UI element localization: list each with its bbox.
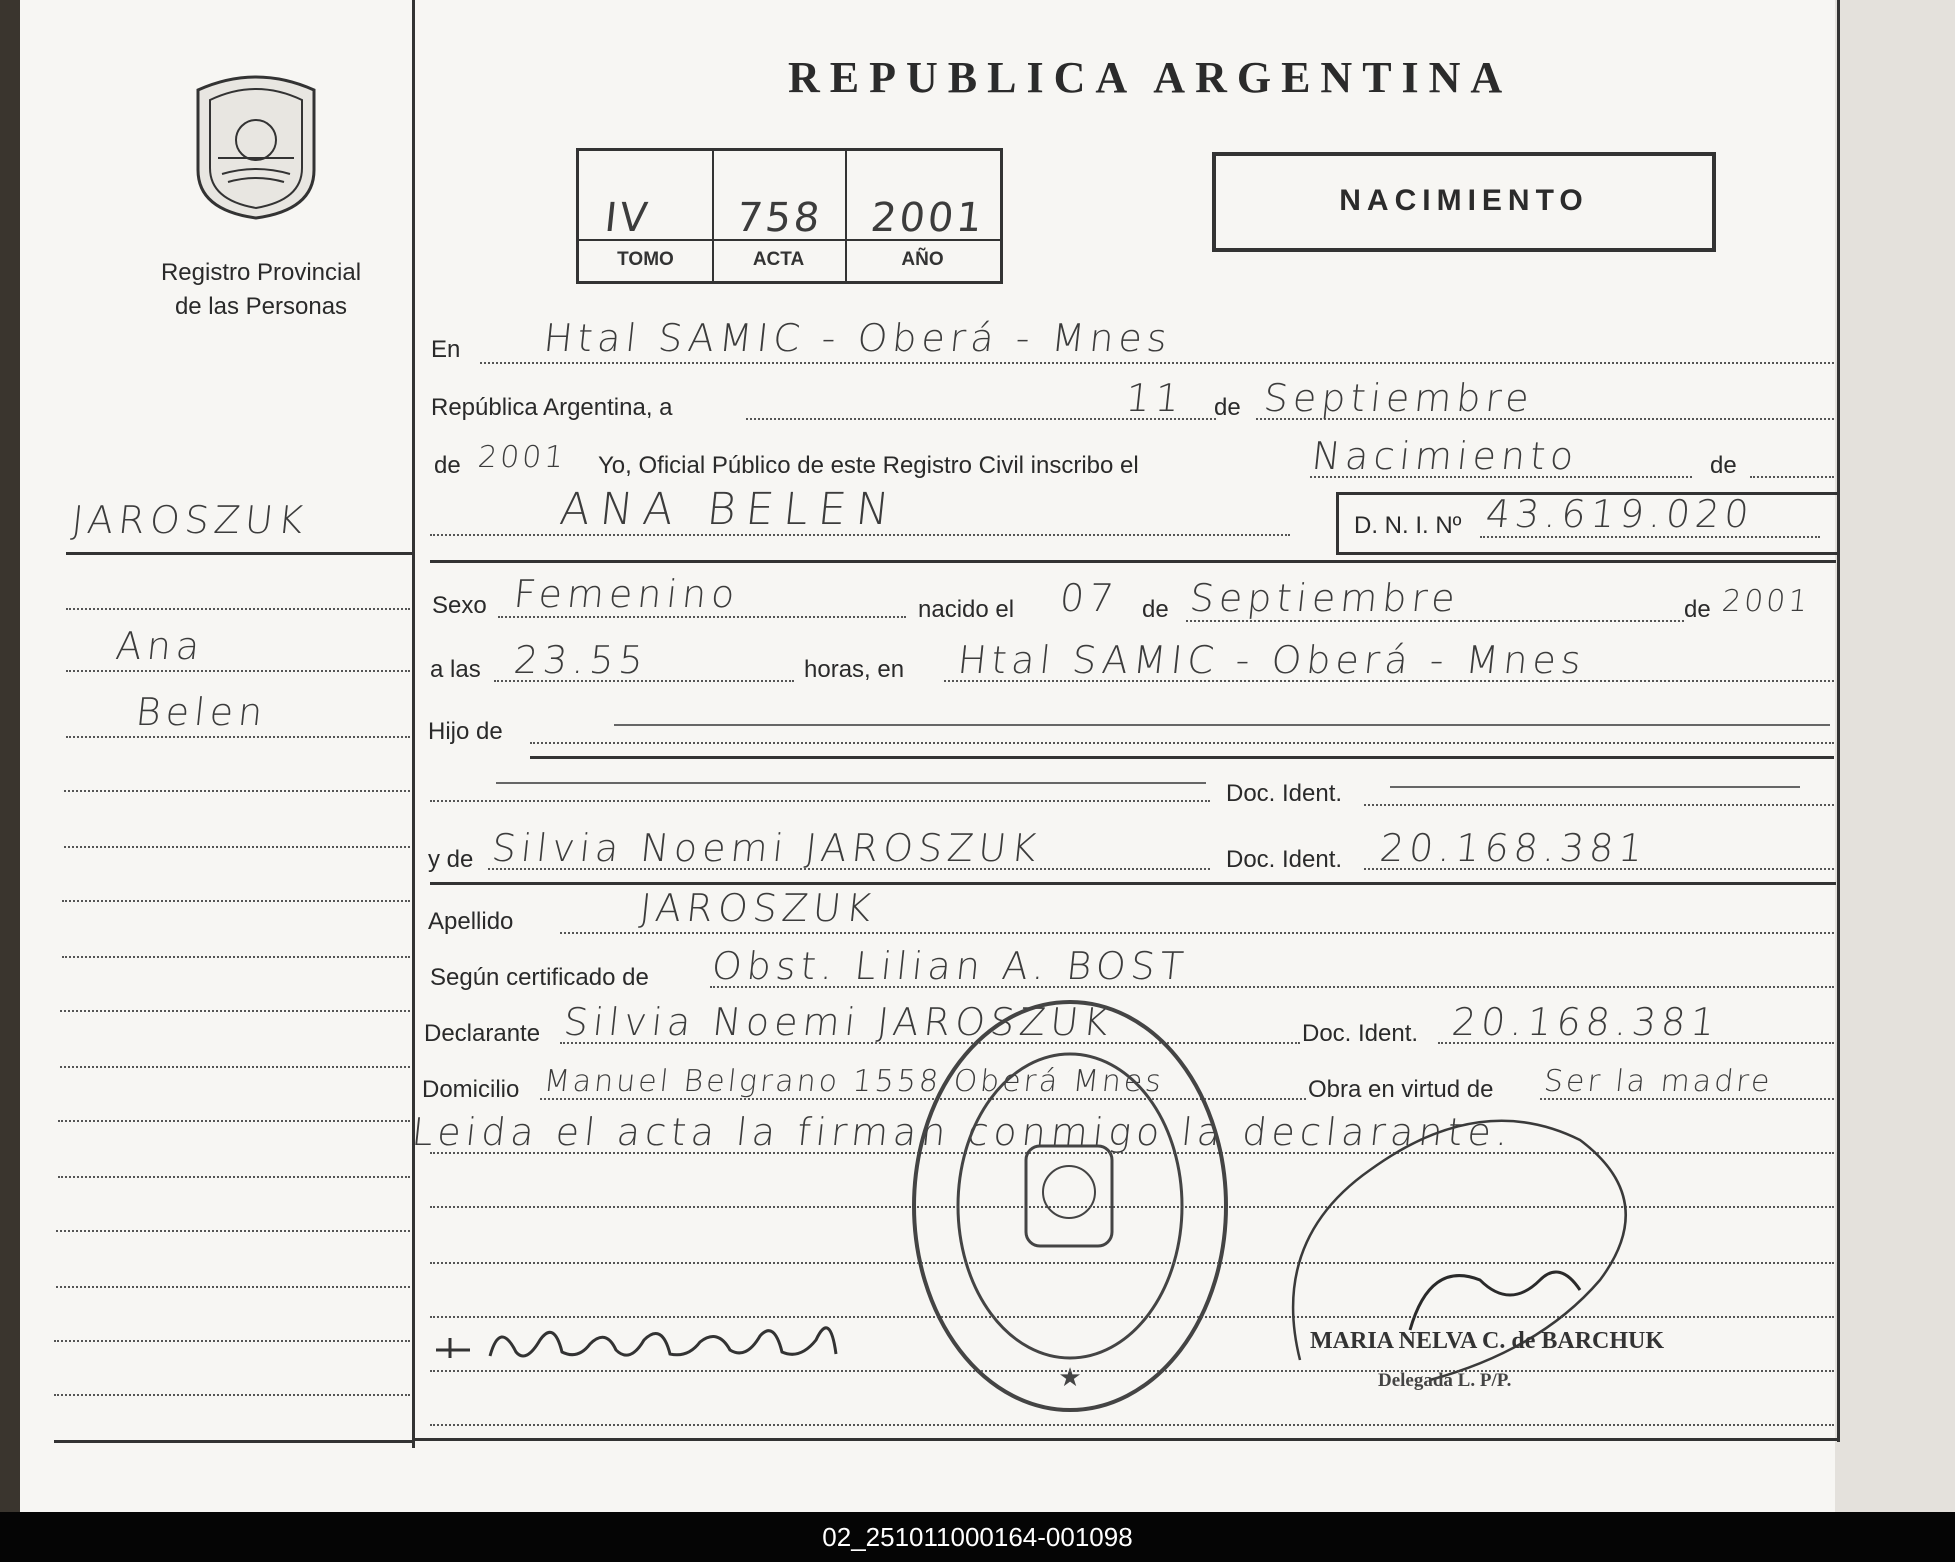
domicilio-value: Manuel Belgrano 1558 Oberá Mnes [542, 1064, 1166, 1099]
declarante-label: Declarante [424, 1020, 541, 1047]
doc-ident-label-3: Doc. Ident. [1302, 1020, 1419, 1047]
svg-text:★: ★ [1058, 1363, 1082, 1393]
certificado-label: Según certificado de [430, 964, 649, 991]
nacido-label: nacido el [918, 596, 1015, 623]
ano-value: 2001 [868, 195, 988, 241]
hijo-dotline [530, 742, 1834, 744]
day-value: 11 [1123, 376, 1187, 420]
sexo-label: Sexo [432, 592, 487, 619]
republica-label: República Argentina, a [431, 394, 673, 421]
birth-year-value: 2001 [1720, 584, 1813, 619]
en-value: Htal SAMIC - Oberá - Mnes [541, 316, 1175, 360]
right-border [1837, 0, 1840, 1442]
de-dotline [1750, 476, 1834, 478]
margin-surname-rule [66, 552, 412, 555]
background-right [1835, 0, 1955, 1512]
doc-ident-label-1: Doc. Ident. [1226, 780, 1343, 807]
mother-doc-value: 20.168.381 [1377, 826, 1650, 870]
acta-label: ACTA [752, 249, 805, 270]
official-stamp-icon [908, 996, 1232, 1416]
official-role: Delegada L. P/P. [1378, 1370, 1512, 1391]
margin-dotline [64, 790, 410, 792]
father-strike [496, 782, 1206, 784]
inscribo-value: Nacimiento [1309, 434, 1581, 478]
archive-id-footer: 02_251011000164-001098 [0, 1512, 1955, 1562]
tomo-label: TOMO [617, 249, 674, 270]
birth-month-dotline [1186, 620, 1684, 622]
margin-dotline [66, 670, 410, 672]
margin-bottom-rule [54, 1440, 414, 1443]
de-label-5: de [1684, 596, 1711, 623]
de-label-2: de [434, 452, 461, 479]
apellido-dotline [560, 932, 1834, 934]
dni-value: 43.619.020 [1483, 492, 1756, 536]
registry-name [126, 256, 396, 324]
registry-name-line2: de las Personas [174, 293, 348, 320]
place-value: Htal SAMIC - Oberá - Mnes [955, 638, 1589, 682]
horas-label: horas, en [804, 656, 905, 683]
dni-label: D. N. I. Nº [1354, 512, 1462, 539]
acta-value: 758 [734, 195, 825, 241]
form-type-label: NACIMIENTO [1339, 184, 1589, 217]
margin-given-name-1: Ana [113, 624, 207, 668]
section-rule-3 [430, 882, 1836, 885]
margin-dotline [58, 1120, 410, 1122]
margin-dotline [66, 608, 410, 610]
margin-dotline [58, 1176, 410, 1178]
birth-day-value: 07 [1057, 576, 1121, 620]
y-de-label: y de [428, 846, 474, 873]
en-label: En [431, 336, 461, 363]
hijo-strike [614, 724, 1830, 726]
time-value: 23.55 [511, 638, 651, 682]
a-las-label: a las [430, 656, 481, 683]
section-rule-1 [430, 560, 1836, 563]
tomo-value: IV [602, 195, 653, 241]
apellido-label: Apellido [428, 908, 514, 935]
declarant-signature-icon [430, 1300, 860, 1380]
bottom-rule [412, 1438, 1840, 1441]
section-rule-2 [530, 756, 1834, 759]
margin-surname: JAROSZUK [69, 498, 311, 542]
leida-value: Leida el acta la firman conmigo la declarante. [409, 1110, 1516, 1154]
margin-dotline [56, 1230, 410, 1232]
margin-dotline [60, 1010, 410, 1012]
margin-given-name-2: Belen [133, 690, 270, 734]
de-label-3: de [1710, 452, 1737, 479]
obra-label: Obra en virtud de [1308, 1076, 1494, 1103]
document-page [20, 0, 1835, 1512]
provincial-seal-icon [188, 70, 324, 220]
en-dotline [480, 362, 1834, 364]
year-value: 2001 [476, 440, 569, 475]
domicilio-label: Domicilio [422, 1076, 520, 1103]
margin-dotline [56, 1286, 410, 1288]
doc-ident-label-2: Doc. Ident. [1226, 846, 1343, 873]
birth-month-value: Septiembre [1187, 576, 1463, 620]
child-name-value: ANA BELEN [557, 484, 902, 535]
sexo-dotline [498, 616, 906, 618]
margin-dotline [66, 736, 410, 738]
de-label-4: de [1142, 596, 1169, 623]
father-doc-strike [1390, 786, 1800, 788]
margin-dotline [62, 900, 410, 902]
margin-divider [412, 0, 415, 1448]
margin-dotline [64, 846, 410, 848]
blank-dotline [430, 1424, 1834, 1426]
hijo-label: Hijo de [428, 718, 503, 745]
oficial-text: Yo, Oficial Público de este Registro Civil inscribo el [598, 452, 1139, 479]
certificado-value: Obst. Lilian A. BOST [709, 944, 1191, 988]
document-title: REPUBLICA ARGENTINA [788, 53, 1513, 102]
sexo-value: Femenino [511, 572, 742, 616]
ano-label: AÑO [901, 249, 944, 270]
margin-dotline [54, 1340, 410, 1342]
declarante-doc-value: 20.168.381 [1449, 1000, 1722, 1044]
margin-dotline [54, 1394, 410, 1396]
registry-name-line1: Registro Provincial [160, 259, 362, 286]
month-value: Septiembre [1261, 376, 1537, 420]
record-number-box [576, 148, 1003, 284]
obra-value: Ser la madre [1542, 1064, 1775, 1099]
de-label-1: de [1214, 394, 1241, 421]
mother-value: Silvia Noemi JAROSZUK [489, 826, 1044, 870]
declarante-value: Silvia Noemi JAROSZUK [561, 1000, 1116, 1044]
father-dotline [430, 800, 1210, 802]
official-name: MARIA NELVA C. de BARCHUK [1310, 1328, 1665, 1354]
dni-dotline [1480, 536, 1820, 538]
father-doc-dotline [1364, 804, 1834, 806]
apellido-value: JAROSZUK [637, 886, 879, 930]
form-type-box [1212, 152, 1716, 252]
margin-dotline [62, 956, 410, 958]
margin-dotline [60, 1066, 410, 1068]
